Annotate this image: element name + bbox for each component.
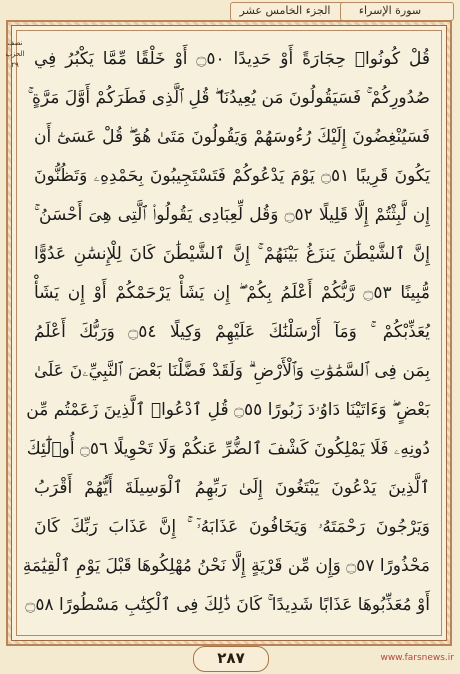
- hizb-marker-line2: الحزب: [5, 50, 25, 58]
- text-line-6: إِنَّ ٱلشَّيْطَٰنَ يَنزَغُ بَيْنَهُمْ ۚ إِنَّ ٱلشَّيْطَٰنَ كَانَ لِلْإِنسَٰنِ عَدُوًّا: [34, 244, 430, 264]
- text-line-8: يُعَذِّبْكُمْ ۚ وَمَآ أَرْسَلْنَٰكَ عَلَيْهِمْ وَكِيلًا ۝٥٤ وَرَبُّكَ أَعْلَمُ: [34, 322, 430, 342]
- hizb-marker-line1: نصف: [7, 39, 23, 47]
- text-line-10: بَعْضٍ ۖ وَءَاتَيْنَا دَاوُۥدَ زَبُورًا ۝٥٥ قُلِ ٱدْعُوا۟ ٱلَّذِينَ زَعَمْتُم مِّن: [26, 400, 430, 420]
- text-line-3: فَسَيُنْغِضُونَ إِلَيْكَ رُءُوسَهُمْ وَيَقُولُونَ مَتَىٰ هُوَ ۖ قُلْ عَسَىٰٓ أَن: [34, 127, 430, 147]
- text-line-13: وَيَرْجُونَ رَحْمَتَهُۥ وَيَخَافُونَ عَذَابَهُۥٓ ۚ إِنَّ عَذَابَ رَبِّكَ كَانَ: [34, 517, 430, 537]
- quran-text: [22, 42, 430, 624]
- text-line-1: قُلْ كُونُوا۟ حِجَارَةً أَوْ حَدِيدًا ۝٥٠ أَوْ خَلْقًا مِّمَّا يَكْبُرُ فِي: [34, 49, 430, 69]
- hizb-marker-line3: ٢٩: [11, 61, 19, 69]
- text-line-5: إِن لَّبِثْتُمْ إِلَّا قَلِيلًا ۝٥٢ وَقُل لِّعِبَادِى يَقُولُوا۟ ٱلَّتِى هِىَ أَحْسَنُ ۚ: [34, 205, 430, 225]
- text-line-2: صُدُورِكُمْ ۚ فَسَيَقُولُونَ مَن يُعِيدُنَا ۖ قُلِ ٱلَّذِى فَطَرَكُمْ أَوَّلَ مَرَّةٍ ۚ: [27, 88, 430, 108]
- surah-label: سورة الإسراء: [358, 4, 422, 17]
- juz-label: الجزء الخامس عشر: [239, 4, 331, 17]
- text-line-11: دُونِهِۦ فَلَا يَمْلِكُونَ كَشْفَ ٱلضُّرِّ عَنكُمْ وَلَا تَحْوِيلًا ۝٥٦ أُو۟لَٰٓئِكَ: [26, 439, 430, 459]
- text-line-15: أَوْ مُعَذِّبُوهَا عَذَابًا شَدِيدًا ۚ كَانَ ذَٰلِكَ فِى ٱلْكِتَٰبِ مَسْطُورًا ۝٥٨: [25, 595, 430, 615]
- text-line-7: مُّبِينًا ۝٥٣ رَّبُّكُمْ أَعْلَمُ بِكُمْ ۖ إِن يَشَأْ يَرْحَمْكُمْ أَوْ إِن يَشَأْ: [34, 283, 430, 303]
- text-line-12: ٱلَّذِينَ يَدْعُونَ يَبْتَغُونَ إِلَىٰ رَبِّهِمُ ٱلْوَسِيلَةَ أَيُّهُمْ أَقْرَبُ: [34, 478, 430, 498]
- text-line-14: مَحْذُورًا ۝٥٧ وَإِن مِّن قَرْيَةٍ إِلَّا نَحْنُ مُهْلِكُوهَا قَبْلَ يَوْمِ ٱلْقِيَٰمَةِ: [22, 556, 430, 576]
- watermark-text: www.farsnews.ir: [380, 653, 454, 663]
- page-number: ٢٨٧: [193, 646, 269, 672]
- text-line-9: بِمَن فِى ٱلسَّمَٰوَٰتِ وَٱلْأَرْضِ ۗ وَلَقَدْ فَضَّلْنَا بَعْضَ ٱلنَّبِيِّۦنَ عَلَىٰ: [34, 361, 430, 381]
- page-header: [0, 0, 460, 22]
- text-line-4: يَكُونَ قَرِيبًا ۝٥١ يَوْمَ يَدْعُوكُمْ فَتَسْتَجِيبُونَ بِحَمْدِهِۦ وَتَظُنُّونَ: [34, 166, 430, 186]
- hizb-marker: [0, 38, 30, 98]
